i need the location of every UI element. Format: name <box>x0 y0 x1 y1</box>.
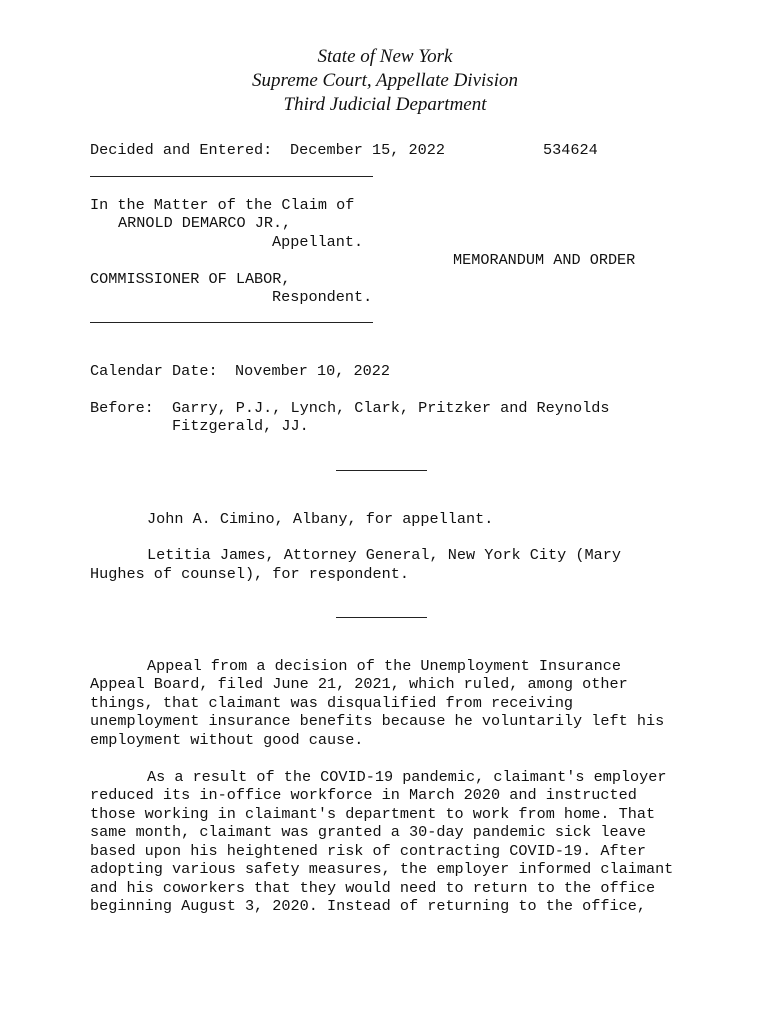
paragraph-line: unemployment insurance benefits because he voluntarily left his <box>90 712 665 730</box>
paragraph-line: and his coworkers that they would need to return to the office <box>90 879 656 897</box>
caption-bottom-rule <box>90 322 373 323</box>
paragraph-line: beginning August 3, 2020. Instead of returning to the office, <box>90 897 646 915</box>
calendar-date: November 10, 2022 <box>235 362 390 380</box>
court-department: Third Judicial Department <box>283 94 487 115</box>
before-label: Before: <box>90 399 154 417</box>
paragraph-line: those working in claimant's department to work from home. That <box>90 805 656 823</box>
judges-line-2: Fitzgerald, JJ. <box>172 417 309 435</box>
respondent-role: Respondent. <box>272 288 373 306</box>
paragraph-line: Appeal Board, filed June 21, 2021, which ruled, among other <box>90 675 628 693</box>
caption-matter-line: In the Matter of the Claim of <box>90 196 355 214</box>
decided-date: December 15, 2022 <box>290 141 445 159</box>
paragraph-line: same month, claimant was granted a 30-day pandemic sick leave <box>90 823 646 841</box>
paragraph-line: adopting various safety measures, the employer informed claimant <box>90 860 674 878</box>
section-divider-2 <box>336 617 427 618</box>
claimant-role: Appellant. <box>272 233 364 251</box>
docket-number: 534624 <box>543 141 598 159</box>
section-divider-1 <box>336 470 427 471</box>
court-division: Supreme Court, Appellate Division <box>252 70 518 91</box>
paragraph-line: As a result of the COVID-19 pandemic, claimant's employer <box>147 768 667 786</box>
order-type: MEMORANDUM AND ORDER <box>453 251 636 269</box>
court-name: State of New York <box>317 46 453 67</box>
judges-line-1: Garry, P.J., Lynch, Clark, Pritzker and Reynolds <box>172 399 610 417</box>
paragraph-line: Appeal from a decision of the Unemployment Insurance <box>147 657 621 675</box>
respondent-counsel-line-2: Hughes of counsel), for respondent. <box>90 565 409 583</box>
caption-top-rule <box>90 176 373 177</box>
decided-label: Decided and Entered: <box>90 141 273 159</box>
appellant-counsel: John A. Cimino, Albany, for appellant. <box>147 510 494 528</box>
calendar-label: Calendar Date: <box>90 362 218 380</box>
paragraph-line: based upon his heightened risk of contracting COVID-19. After <box>90 842 646 860</box>
respondent-name: COMMISSIONER OF LABOR, <box>90 270 291 288</box>
claimant-name: ARNOLD DEMARCO JR., <box>118 214 292 232</box>
paragraph-line: reduced its in-office workforce in March 2020 and instructed <box>90 786 637 804</box>
paragraph-line: things, that claimant was disqualified from receiving <box>90 694 574 712</box>
respondent-counsel-line-1: Letitia James, Attorney General, New York City (Mary <box>147 546 621 564</box>
paragraph-line: employment without good cause. <box>90 731 364 749</box>
